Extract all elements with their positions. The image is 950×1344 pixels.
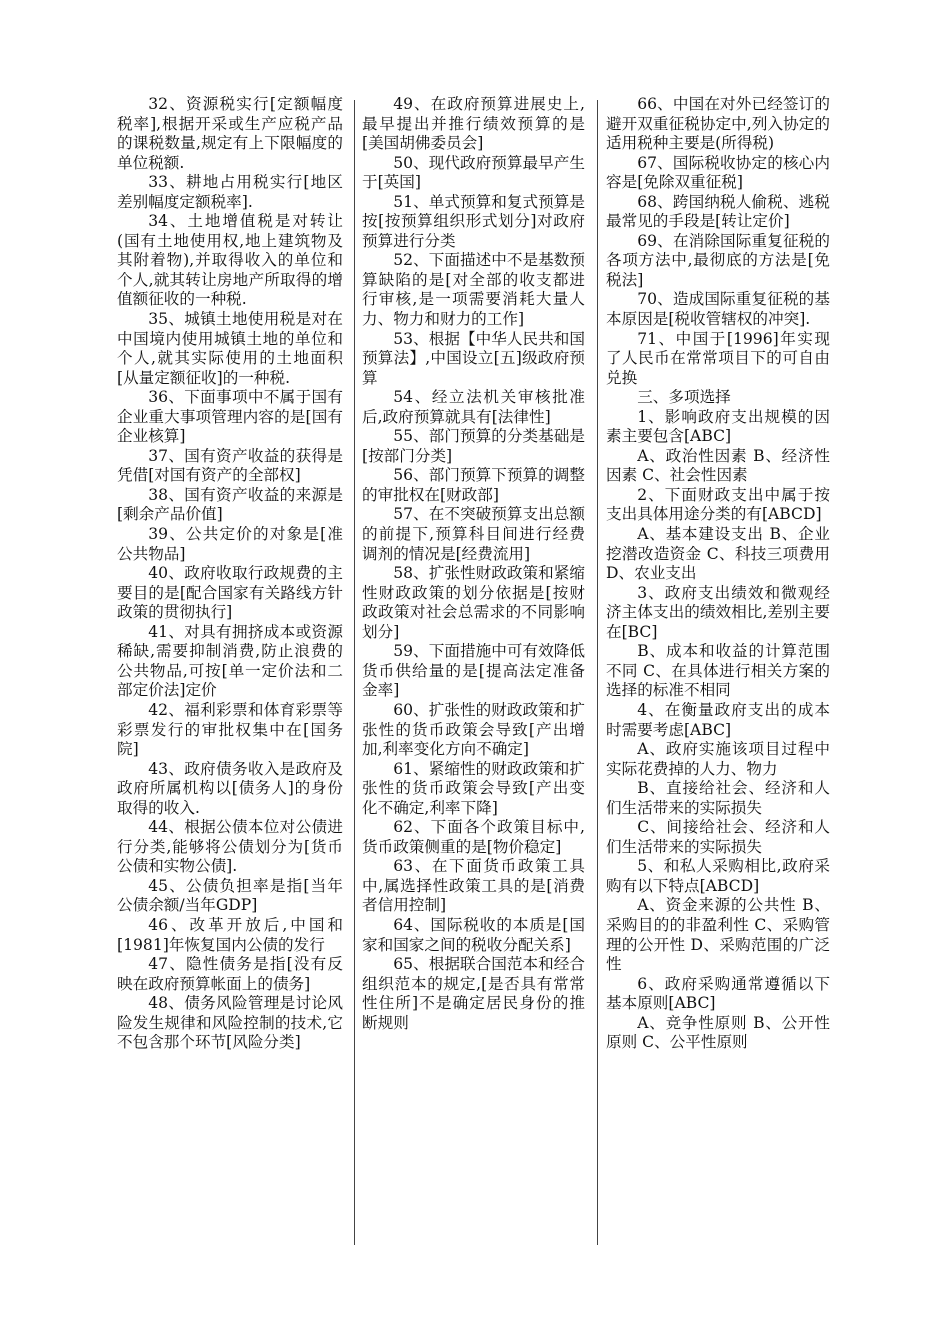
paragraph: 54、经立法机关审核批准后,政府预算就具有[法律性] (362, 388, 585, 426)
paragraph: 51、单式预算和复式预算是按[按预算组织形式划分]对政府预算进行分类 (362, 192, 585, 250)
paragraph: C、间接给社会、经济和人们生活带来的实际损失 (606, 818, 830, 856)
paragraph: 71、中国于[1996]年实现了人民币在常常项目下的可自由兑换 (606, 329, 830, 387)
paragraph: 42、福利彩票和体育彩票等彩票发行的审批权集中在[国务院] (117, 700, 343, 759)
paragraph: 45、公债负担率是指[当年公债余额/当年GDP] (117, 876, 343, 915)
paragraph: B、成本和收益的计算范围不同 C、在具体进行相关方案的选择的标准不相同 (606, 642, 830, 700)
paragraph: B、直接给社会、经济和人们生活带来的实际损失 (606, 779, 830, 817)
column-divider (597, 100, 598, 1245)
paragraph: 64、国际税收的本质是[国家和国家之间的税收分配关系] (362, 915, 585, 954)
paragraph: 68、跨国纳税人偷税、逃税最常见的手段是[转让定价] (606, 192, 830, 231)
text-column-left (117, 95, 343, 1245)
paragraph: 65、根据联合国范本和经合组织范本的规定,[是否具有常常性住所]不是确定居民身份的推断规则 (362, 955, 585, 1032)
text-column-middle (362, 95, 585, 1245)
paragraph: 5、和私人采购相比,政府采购有以下特点[ABCD] (606, 857, 830, 895)
paragraph: 33、耕地占用税实行[地区差别幅度定额税率]. (117, 173, 343, 211)
paragraph: 52、下面描述中不是基数预算缺陷的是[对全部的收支都进行审核,是一项需要消耗大量人力、物力和财力的工作] (362, 251, 585, 329)
paragraph: 2、下面财政支出中属于按支出具体用途分类的有[ABCD] (606, 485, 830, 524)
paragraph: 38、国有资产收益的来源是[剩余产品价值] (117, 485, 343, 524)
paragraph: 1、影响政府支出规模的因素主要包含[ABC] (606, 407, 830, 446)
paragraph: 三、多项选择 (637, 388, 731, 407)
paragraph: 62、下面各个政策目标中,货币政策侧重的是[物价稳定] (362, 818, 585, 856)
paragraph: 44、根据公债本位对公债进行分类,能够将公债划分为[货币公债和实物公债]. (117, 818, 343, 876)
paragraph: 57、在不突破预算支出总额的前提下,预算科目间进行经费调剂的情况是[经费流用] (362, 505, 585, 563)
text-column-right (606, 95, 830, 1245)
paragraph: 48、债务风险管理是讨论风险发生规律和风险控制的技术,它不包含那个环节[风险分类] (117, 994, 343, 1052)
paragraph: 46、改革开放后,中国和[1981]年恢复国内公债的发行 (117, 915, 343, 954)
paragraph: 37、国有资产收益的获得是凭借[对国有资产的全部权] (117, 446, 343, 485)
paragraph: 3、政府支出绩效和微观经济主体支出的绩效相比,差别主要在[BC] (606, 583, 830, 641)
paragraph: 58、扩张性财政政策和紧缩性财政政策的划分依据是[按财政政策对社会总需求的不同影响划分] (362, 564, 585, 641)
paragraph: 4、在衡量政府支出的成本时需要考虑[ABC] (606, 700, 830, 739)
paragraph: 43、政府债务收入是政府及政府所属机构以[债务人]的身份取得的收入. (117, 759, 343, 817)
paragraph: 66、中国在对外已经签订的避开双重征税协定中,列入协定的适用税种主要是(所得税) (606, 95, 830, 153)
paragraph: A、资金来源的公共性 B、采购目的的非盈利性 C、采购管理的公开性 D、采购范围的广泛性 (606, 896, 830, 974)
paragraph: 55、部门预算的分类基础是[按部门分类] (362, 427, 585, 465)
paragraph: 59、下面措施中可有效降低货币供给量的是[提高法定准备金率] (362, 642, 585, 700)
column-divider (354, 100, 355, 1245)
paragraph: 63、在下面货币政策工具中,属选择性政策工具的是[消费者信用控制] (362, 857, 585, 915)
paragraph: 39、公共定价的对象是[准公共物品] (117, 525, 343, 563)
paragraph: 34、土地增值税是对转让(国有土地使用权,地上建筑物及其附着物),并取得收入的单位和个人,就其转让房地产所取得的增值额征收的一种税. (117, 212, 343, 309)
paragraph: 69、在消除国际重复征税的各项方法中,最彻底的方法是[免税法] (606, 231, 830, 289)
paragraph: 35、城镇土地使用税是对在中国境内使用城镇土地的单位和个人,就其实际使用的土地面积[从量定额征收]的一种税. (117, 310, 343, 387)
paragraph: 36、下面事项中不属于国有企业重大事项管理内容的是[国有企业核算] (117, 388, 343, 446)
paragraph: 61、紧缩性的财政政策和扩张性的货币政策会导致[产出变化不确定,利率下降] (362, 759, 585, 817)
paragraph: 70、造成国际重复征税的基本原因是[税收管辖权的冲突]. (606, 290, 830, 329)
paragraph: A、政府实施该项目过程中实际花费掉的人力、物力 (606, 740, 830, 778)
paragraph: 50、现代政府预算最早产生于[英国] (362, 153, 585, 192)
paragraph: 56、部门预算下预算的调整的审批权在[财政部] (362, 466, 585, 504)
paragraph: 53、根据【中华人民共和国预算法】,中国设立[五]级政府预算 (362, 329, 585, 387)
paragraph: A、基本建设支出 B、企业挖潜改造资金 C、科技三项费用 D、农业支出 (606, 525, 830, 583)
paragraph: A、竞争性原则 B、公开性原则 C、公平性原则 (606, 1013, 830, 1052)
paragraph: 6、政府采购通常遵循以下基本原则[ABC] (606, 974, 830, 1013)
paragraph: 41、对具有拥挤成本或资源稀缺,需要抑制消费,防止浪费的公共物品,可按[单一定价法和二部定价法]定价 (117, 622, 343, 700)
paragraph: 40、政府收取行政规费的主要目的是[配合国家有关路线方针政策的贯彻执行] (117, 564, 343, 622)
paragraph: 67、国际税收协定的核心内容是[免除双重征税] (606, 153, 830, 192)
paragraph: 60、扩张性的财政政策和扩张性的货币政策会导致[产出增加,利率变化方向不确定] (362, 700, 585, 759)
paragraph: 47、隐性债务是指[没有反映在政府预算帐面上的债务] (117, 955, 343, 993)
paragraph: A、政治性因素 B、经济性因素 C、社会性因素 (606, 446, 830, 485)
paragraph: 49、在政府预算进展史上,最早提出并推行绩效预算的是[美国胡佛委员会] (362, 95, 585, 153)
paragraph: 32、资源税实行[定额幅度税率],根据开采或生产应税产品的课税数量,规定有上下限幅度的单位税额. (117, 95, 343, 172)
